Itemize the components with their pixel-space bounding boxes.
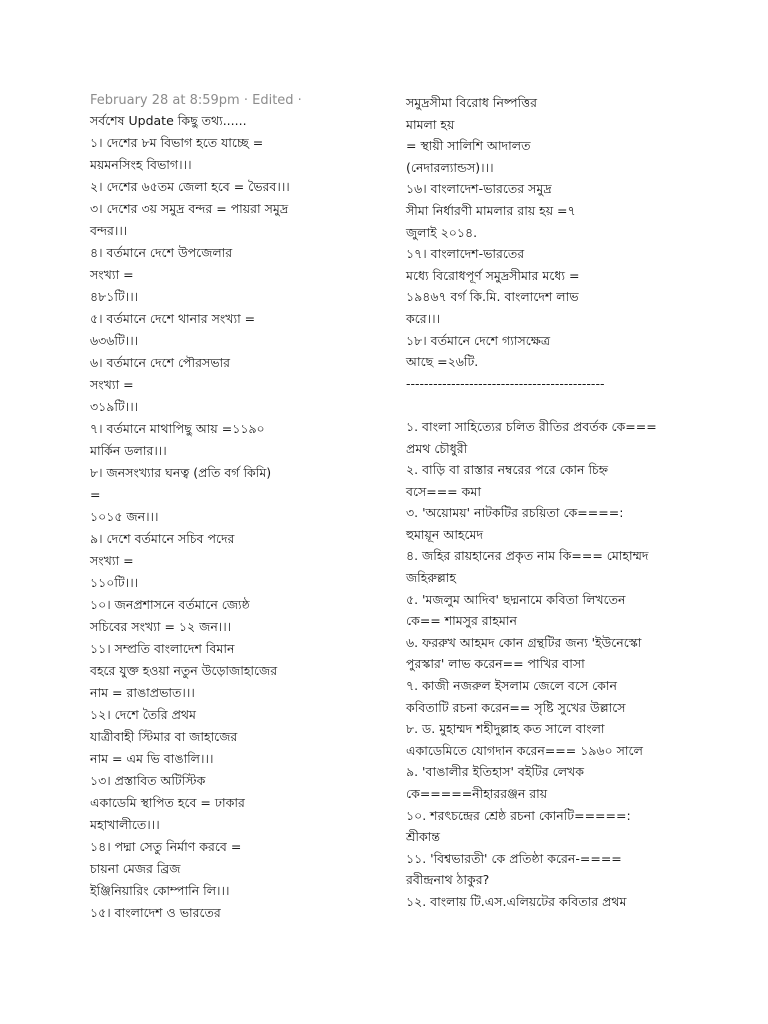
text-line: সমুদ্রসীমা বিরোধ নিষ্পত্তির	[406, 95, 537, 110]
text-line: ৩১৯টি।।।	[90, 399, 139, 414]
text-line: ১। দেশের ৮ম বিভাগ হতে যাচ্ছে =	[90, 135, 264, 150]
text-line: ১২. বাংলায় টি.এস.এলিয়টের কবিতার প্রথম	[406, 893, 627, 909]
text-line: ১৪। পদ্মা সেতু নির্মাণ করবে =	[90, 839, 242, 854]
text-line: প্রমথ চৌধুরী	[406, 440, 468, 456]
text-line: মধ্যে বিরোধপূর্ণ সমুদ্রসীমার মধ্যে =	[406, 267, 580, 283]
text-line: ১৩। প্রস্তাবিত অটিস্টিক	[90, 773, 206, 788]
text-line: ৯। দেশে বর্তমানে সচিব পদের	[90, 531, 235, 546]
text-line: ৫. 'মজলুম আদিব' ছদ্মনামে কবিতা লিখতেন	[406, 591, 626, 607]
text-line: ৮। জনসংখ্যার ঘনত্ব (প্রতি বর্গ কিমি)	[90, 465, 272, 480]
text-line: মার্কিন ডলার।।।	[90, 443, 167, 458]
right-text-block	[406, 92, 746, 913]
text-line: ১১. 'বিশ্বভারতী' কে প্রতিষ্ঠা করেন-====	[406, 850, 622, 866]
text-line: ময়মনসিংহ বিভাগ।।।	[90, 157, 192, 172]
text-line: ১৯৪৬৭ বর্গ কি.মি. বাংলাদেশ লাভ	[406, 289, 579, 305]
text-line: করে।।।	[406, 310, 441, 326]
text-line: --------------------------------------------	[406, 375, 605, 391]
text-line: নাম = এম ভি বাঙালি।।।	[90, 751, 214, 766]
text-line: ৫। বর্তমানে দেশে থানার সংখ্যা =	[90, 311, 256, 326]
text-line: ১. বাংলা সাহিত্যের চলিত রীতির প্রবর্তক কে===	[406, 418, 657, 434]
text-line: চায়না মেজর ব্রিজ	[90, 861, 181, 876]
text-line: ২. বাড়ি বা রাস্তার নম্বরের পরে কোন চিহ্ন	[406, 462, 609, 478]
text-line: কে=====নীহাররঞ্জন রায়	[406, 786, 548, 801]
text-line: ১৮। বর্তমানে দেশে গ্যাসক্ষেত্র	[406, 332, 551, 348]
text-line: ৪৮১টি।।।	[90, 289, 139, 304]
text-line: মামলা হয়	[406, 116, 455, 132]
text-line: পুরস্কার' লাভ করেন== পাখির বাসা	[406, 656, 585, 672]
text-line: ১৫। বাংলাদেশ ও ভারতের	[90, 905, 221, 920]
right-column	[406, 92, 746, 913]
text-line: ১২। দেশে তৈরি প্রথম	[90, 707, 196, 722]
text-line: হুমায়ূন আহমেদ	[406, 526, 484, 542]
left-text-block	[90, 110, 390, 924]
text-line: ১০. শরৎচন্দ্রের শ্রেষ্ঠ রচনা কোনটি=====:	[406, 807, 631, 823]
text-line: জহিরুল্লাহ	[406, 570, 457, 586]
text-line: শ্রীকান্ত	[406, 829, 440, 845]
text-line: ৯. 'বাঙালীর ইতিহাস' বইটির লেখক	[406, 764, 584, 780]
text-line: ৬. ফররুখ আহমদ কোন গ্রন্থটির জন্য 'ইউনেস্কো	[406, 634, 642, 650]
text-line: নাম = রাঙাপ্রভাত।।।	[90, 685, 195, 700]
text-line: = স্থায়ী সালিশি আদালত	[406, 138, 531, 154]
text-line: ৩। দেশের ৩য় সমুদ্র বন্দর = পায়রা সমুদ্র	[90, 201, 289, 216]
text-line: একাডেমিতে যোগদান করেন=== ১৯৬০ সালে	[406, 742, 643, 758]
text-line: ১০১৫ জন।।।	[90, 509, 159, 524]
text-line: ৪। বর্তমানে দেশে উপজেলার	[90, 245, 233, 260]
text-line: ইঞ্জিনিয়ারিং কোম্পানি লি।।।	[90, 883, 230, 898]
text-line: বহরে যুক্ত হওয়া নতুন উড়োজাহাজের	[90, 663, 278, 678]
text-line	[406, 394, 746, 416]
text-line: সর্বশেষ Update কিছু তথ্য......	[90, 113, 247, 128]
text-line: সংখ্যা =	[90, 553, 134, 568]
text-line: কবিতাটি রচনা করেন== সৃষ্টি সুখের উল্লাসে	[406, 699, 626, 715]
text-line: ৬৩৬টি।।।	[90, 333, 139, 348]
text-line: ১১০টি।।।	[90, 575, 139, 590]
text-line: =	[90, 487, 101, 502]
text-line: একাডেমি স্থাপিত হবে = ঢাকার	[90, 795, 245, 810]
text-line: আছে =২৬টি.	[406, 354, 479, 370]
text-line: সচিবের সংখ্যা = ১২ জন।।।	[90, 619, 232, 634]
text-line: যাত্রীবাহী স্টিমার বা জাহাজের	[90, 729, 238, 744]
text-line: ১১। সম্প্রতি বাংলাদেশ বিমান	[90, 641, 235, 656]
post-meta[interactable]: February 28 at 8:59pm · Edited ·	[90, 93, 302, 108]
text-line: বন্দর।।।	[90, 223, 128, 238]
text-line: ৭। বর্তমানে মাথাপিছু আয় =১১৯০	[90, 421, 265, 436]
text-line: মহাখালীতে।।।	[90, 817, 160, 832]
text-line: বসে=== কমা	[406, 483, 481, 499]
left-column	[90, 92, 390, 924]
text-line: ৪. জহির রায়হানের প্রকৃত নাম কি=== মোহাম্মদ	[406, 548, 649, 564]
text-line: সীমা নির্ধারণী মামলার রায় হয় =৭	[406, 202, 576, 218]
text-line: ২। দেশের ৬৫তম জেলা হবে = ভৈরব।।।	[90, 179, 290, 194]
text-line: রবীন্দ্রনাথ ঠাকুর?	[406, 872, 490, 888]
text-line: ১৬। বাংলাদেশ-ভারতের সমুদ্র	[406, 181, 552, 197]
text-line: ১০। জনপ্রশাসনে বর্তমানে জ্যেষ্ঠ	[90, 597, 250, 612]
text-line: ১৭। বাংলাদেশ-ভারতের	[406, 246, 525, 262]
text-line: জুলাই ২০১৪.	[406, 224, 478, 240]
text-line: সংখ্যা =	[90, 377, 134, 392]
text-line: কে== শামসুর রাহমান	[406, 613, 517, 629]
text-line: ৮. ড. মুহাম্মদ শহীদুল্লাহ কত সালে বাংলা	[406, 721, 605, 737]
text-line: সংখ্যা =	[90, 267, 134, 282]
text-line: ৬। বর্তমানে দেশে পৌরসভার	[90, 355, 231, 370]
text-line: ৩. 'অয়োময়' নাটকটির রচয়িতা কে====:	[406, 505, 624, 521]
text-line: ৭. কাজী নজরুল ইসলাম জেলে বসে কোন	[406, 678, 617, 694]
text-line: (নেদারল্যান্ডস)।।।	[406, 159, 494, 175]
